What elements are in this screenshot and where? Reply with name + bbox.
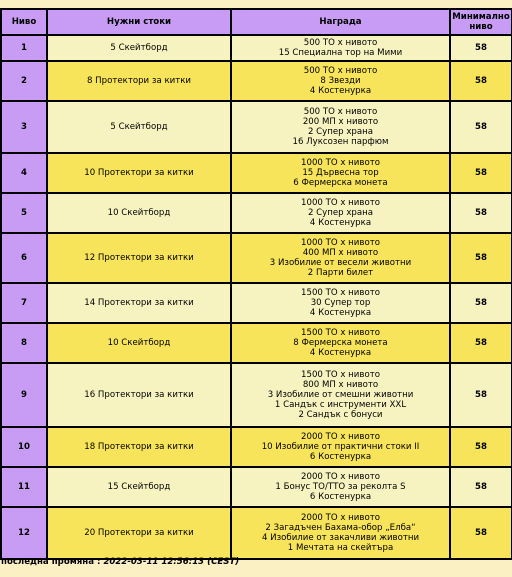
min-level-cell: 58 <box>450 467 512 507</box>
level-cell: 10 <box>1 427 47 467</box>
min-level-cell: 58 <box>450 153 512 193</box>
reward-line: 2000 ТО x нивото <box>301 472 380 482</box>
reward-line: 2000 ТО x нивото <box>301 432 380 442</box>
table-row <box>1 427 512 467</box>
header-row <box>1 9 512 35</box>
reward-line: 2 Супер храна <box>307 208 374 218</box>
reward-line: 8 Фермерска монета <box>293 338 388 348</box>
required-goods-cell: 14 Протектори за китки <box>47 283 231 323</box>
level-cell: 7 <box>1 283 47 323</box>
footer-timestamp: 2022-03-11 12:56:13 (CEST) <box>103 557 240 567</box>
min-level-cell: 58 <box>450 101 512 153</box>
min-level-cell: 58 <box>450 193 512 233</box>
reward-line: 2 Загадъчен Бахама-обор „Елба“ <box>265 523 416 533</box>
reward-line: 3 Изобилие от весели животни <box>269 258 412 268</box>
reward-line: 3 Изобилие от смешни животни <box>267 390 414 400</box>
reward-line: 30 Супер тор <box>310 298 371 308</box>
reward-line: 15 Дървесна тор <box>302 168 379 178</box>
reward-cell <box>231 323 450 363</box>
reward-cell <box>231 35 450 61</box>
table-row <box>1 507 512 559</box>
reward-line: 400 МП x нивото <box>302 248 379 258</box>
level-cell: 11 <box>1 467 47 507</box>
reward-line: 1500 ТО x нивото <box>301 370 380 380</box>
reward-line: 6 Костенурка <box>309 492 372 502</box>
reward-line: 500 ТО x нивото <box>303 38 378 48</box>
reward-line: 2 Супер храна <box>307 127 374 137</box>
reward-cell <box>231 363 450 427</box>
reward-line: 1500 ТО x нивото <box>301 288 380 298</box>
level-cell: 12 <box>1 507 47 559</box>
level-cell: 4 <box>1 153 47 193</box>
reward-cell <box>231 233 450 283</box>
reward-cell <box>231 507 450 559</box>
required-goods-cell: 8 Протектори за китки <box>47 61 231 101</box>
table-row <box>1 363 512 427</box>
min-level-cell: 58 <box>450 323 512 363</box>
reward-line: 10 Изобилие от практични стоки II <box>261 442 420 452</box>
reward-cell <box>231 61 450 101</box>
header-reward: Награда <box>231 9 450 35</box>
min-level-cell: 58 <box>450 35 512 61</box>
reward-line: 4 Изобилие от закачливи животни <box>261 533 420 543</box>
reward-line: 8 Звезди <box>320 76 361 86</box>
min-level-cell: 58 <box>450 507 512 559</box>
reward-cell <box>231 101 450 153</box>
reward-cell <box>231 427 450 467</box>
footer <box>1 557 239 567</box>
reward-line: 2 Парти билет <box>307 268 374 278</box>
header-required-goods: Нужни стоки <box>47 9 231 35</box>
required-goods-cell: 10 Скейтборд <box>47 323 231 363</box>
reward-line: 4 Костенурка <box>309 86 372 96</box>
reward-line: 4 Костенурка <box>309 308 372 318</box>
table-body <box>1 35 512 559</box>
required-goods-cell: 5 Скейтборд <box>47 35 231 61</box>
level-cell: 6 <box>1 233 47 283</box>
header-min-level: Минимално ниво <box>450 9 512 35</box>
table-row <box>1 61 512 101</box>
table-row <box>1 467 512 507</box>
min-level-cell: 58 <box>450 427 512 467</box>
table-row <box>1 193 512 233</box>
reward-cell <box>231 283 450 323</box>
reward-line: 6 Фермерска монета <box>293 178 388 188</box>
reward-line: 200 МП x нивото <box>302 117 379 127</box>
min-level-cell: 58 <box>450 233 512 283</box>
min-level-cell: 58 <box>450 61 512 101</box>
reward-line: 1000 ТО x нивото <box>301 238 380 248</box>
reward-line: 2000 ТО x нивото <box>301 513 380 523</box>
table-row <box>1 233 512 283</box>
required-goods-cell: 5 Скейтборд <box>47 101 231 153</box>
reward-line: 1 Бонус ТО/ТТО за реколта S <box>275 482 406 492</box>
required-goods-cell: 10 Протектори за китки <box>47 153 231 193</box>
level-cell: 2 <box>1 61 47 101</box>
levels-table <box>0 8 512 560</box>
table-row <box>1 283 512 323</box>
reward-line: 6 Костенурка <box>309 452 372 462</box>
table-row <box>1 323 512 363</box>
required-goods-cell: 10 Скейтборд <box>47 193 231 233</box>
required-goods-cell: 12 Протектори за китки <box>47 233 231 283</box>
header-level: Ниво <box>1 9 47 35</box>
level-cell: 1 <box>1 35 47 61</box>
reward-line: 500 ТО x нивото <box>303 66 378 76</box>
reward-line: 15 Специална тор на Мими <box>278 48 403 58</box>
reward-line: 1500 ТО x нивото <box>301 328 380 338</box>
level-cell: 5 <box>1 193 47 233</box>
reward-line: 1 Сандък с инструменти XXL <box>274 400 407 410</box>
reward-line: 1 Мечтата на скейтъра <box>287 543 394 553</box>
reward-cell <box>231 193 450 233</box>
min-level-cell: 58 <box>450 363 512 427</box>
reward-line: 4 Костенурка <box>309 218 372 228</box>
level-cell: 8 <box>1 323 47 363</box>
required-goods-cell: 15 Скейтборд <box>47 467 231 507</box>
reward-line: 800 МП x нивото <box>302 380 379 390</box>
reward-line: 1000 ТО x нивото <box>301 198 380 208</box>
required-goods-cell: 18 Протектори за китки <box>47 427 231 467</box>
table-row <box>1 35 512 61</box>
footer-label: последна промяна : <box>1 557 101 567</box>
required-goods-cell: 16 Протектори за китки <box>47 363 231 427</box>
min-level-cell: 58 <box>450 283 512 323</box>
reward-cell <box>231 153 450 193</box>
table-row <box>1 101 512 153</box>
level-cell: 9 <box>1 363 47 427</box>
reward-line: 16 Луксозен парфюм <box>292 137 389 147</box>
reward-cell <box>231 467 450 507</box>
reward-line: 1000 ТО x нивото <box>301 158 380 168</box>
level-cell: 3 <box>1 101 47 153</box>
required-goods-cell: 20 Протектори за китки <box>47 507 231 559</box>
reward-line: 2 Сандък с бонуси <box>298 410 383 420</box>
reward-line: 500 ТО x нивото <box>303 107 378 117</box>
table-row <box>1 153 512 193</box>
reward-line: 4 Костенурка <box>309 348 372 358</box>
